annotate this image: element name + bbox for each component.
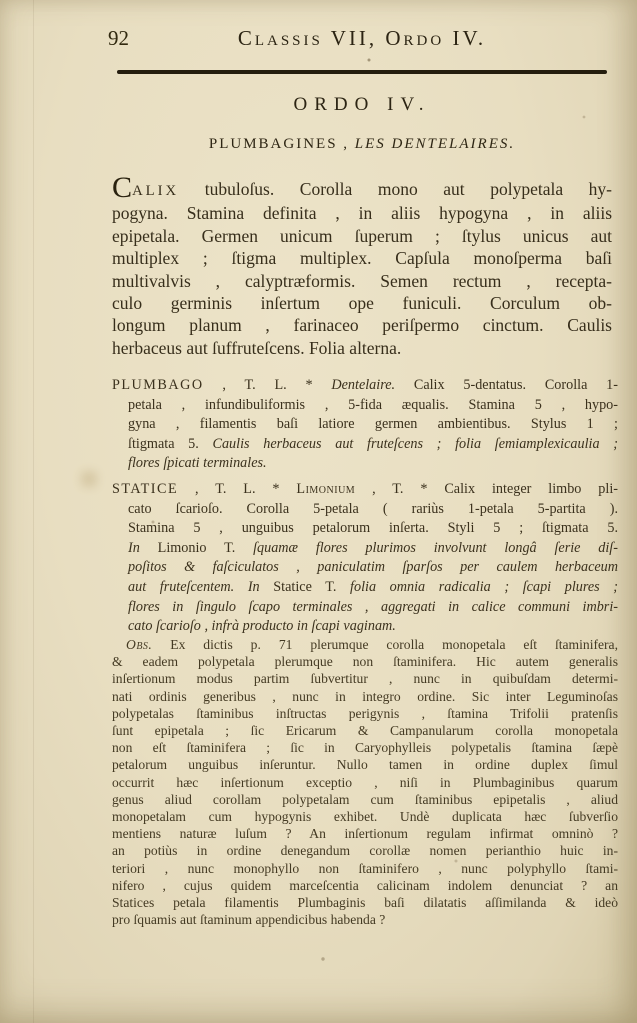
text-segment: Ex dictis p. 71 plerumque corolla monopetala eſt ſtaminifera,: [152, 637, 618, 652]
text-line: [112, 705, 618, 722]
text-segment: cato ſcarioſo , infrà producto in ſcapi vaginam.: [128, 618, 396, 635]
text-segment: Caulis herbaceus aut fruteſcens ; folia ſemiamplexicaulia ;: [212, 435, 618, 452]
text-segment: flores ſpicati terminales.: [128, 455, 267, 472]
text-segment: aut fruteſcentem. In: [128, 578, 260, 595]
text-line: [112, 774, 618, 791]
observation-paragraph: [112, 636, 618, 928]
text-segment: Calix 5-dentatus. Corolla 1-: [395, 377, 618, 393]
text-line: [112, 722, 618, 739]
text-segment: mentiens naturæ luſum ? An inſertionum regulam infirmat omninò ?: [112, 826, 618, 842]
paper-crease: [33, 0, 34, 1023]
text-segment: Stamina 5 , unguibus petalorum inſerta. Styli 5 ; ſtigmata 5.: [128, 520, 618, 537]
text-segment: multivalvis , calyptræformis. Semen rectum , recepta-: [112, 270, 612, 291]
text-line: [112, 314, 612, 336]
text-line: [112, 500, 618, 520]
text-segment: & eadem polypetala plerumque non ſtaminifera. Hic autem generalis: [112, 654, 618, 670]
text-segment: petalorum unguibus inſeruntur. Nullo tamen in ordine duplex ſimul: [112, 757, 618, 773]
text-line: [112, 653, 618, 670]
text-line: [112, 825, 618, 842]
text-segment: non eſt ſtaminifera ; ſic in Caryophylleis polypetalis ſtamina ſæpè: [112, 740, 618, 756]
text-segment: flores in ſingulo ſcapo terminales , aggregati in calice communi imbri-: [128, 598, 618, 615]
text-segment: ſtigmata 5.: [128, 435, 213, 452]
text-line: [112, 598, 618, 618]
paper-specks: [0, 0, 2, 2]
text-segment: herbaceus aut ſuffruteſcens. Folia alterna.: [112, 337, 402, 358]
text-segment: petala , infundibuliformis , 5-fida æqualis. Stamina 5 , hypo-: [128, 396, 618, 413]
text-segment: nati ordinis generibus , nunc in integro ordine. Sic inter Leguminoſas: [112, 688, 618, 704]
calix-paragraph: [112, 169, 612, 359]
text-line: [112, 202, 612, 224]
text-segment: Obs.: [126, 637, 153, 652]
text-segment: longum planum , farinaceo periſpermo cinctum. Caulis: [112, 315, 612, 336]
text-line: [112, 225, 612, 247]
text-segment: Limonio T.: [139, 539, 254, 556]
text-line: [112, 454, 618, 474]
text-line: [112, 860, 618, 877]
text-line: [112, 247, 612, 269]
text-line: [112, 578, 618, 598]
text-segment: ſquamæ flores plurimos involvunt longâ ſerie diſ-: [253, 539, 618, 556]
text-line: [112, 292, 612, 314]
text-segment: multiplex ; ſtigma multiplex. Capſula monoſperma baſi: [112, 248, 612, 269]
text-segment: pro ſquamis aut ſtaminum appendicibus habenda ?: [112, 912, 386, 928]
text-line: [112, 480, 618, 500]
text-line: [112, 337, 612, 359]
text-line: [112, 376, 618, 396]
text-segment: , T. L. *: [203, 377, 332, 393]
text-line: [112, 539, 618, 559]
statice-paragraph: [112, 480, 618, 637]
text-segment: poſitos & faſciculatos , paniculatim ſparſos per caulem herbaceum: [128, 559, 618, 576]
text-segment: an potiùs in ordine denegandum corollæ nomen perianthio huic in-: [112, 843, 618, 859]
text-segment: C: [112, 169, 133, 204]
text-segment: ſunt epipetala ; ſic Ericarum & Campanularum corolla monopetala: [112, 723, 618, 739]
text-line: [112, 688, 618, 705]
text-segment: PLUMBAGO: [112, 377, 204, 393]
horizontal-rule: [117, 70, 607, 74]
text-segment: folia omnia radicalia ; ſcapi plures ;: [350, 578, 619, 595]
subtitle-roman: PLUMBAGINES ,: [208, 136, 350, 152]
text-segment: gyna , filamentis baſi latiore germen ambientibus. Stylus 1 ;: [128, 416, 618, 433]
text-line: [112, 636, 618, 653]
text-segment: monopetalam cum hypogynis exhibet. Undè duplicata hæc ſubverſio: [112, 809, 618, 825]
text-line: [112, 169, 612, 204]
text-line: [112, 435, 618, 455]
text-line: [112, 270, 612, 292]
text-segment: genus aliud corollam polypetalam cum ſtaminibus epipetalis , aliud: [112, 791, 618, 807]
text-line: [112, 808, 618, 825]
subtitle-italic: LES DENTELAIRES.: [349, 136, 516, 152]
text-line: [112, 558, 618, 578]
plumbago-paragraph: [112, 376, 618, 474]
text-segment: , T. L. *: [178, 481, 297, 497]
text-segment: culo germinis inſertum ope funiculi. Corculum ob-: [112, 293, 612, 314]
text-segment: , T. * Calix integer limbo pli-: [355, 481, 618, 497]
text-line: [112, 519, 618, 539]
page-number: 92: [108, 26, 129, 50]
running-header: Classis VII, Ordo IV.: [237, 26, 487, 50]
text-line: [112, 415, 618, 435]
text-line: [112, 670, 618, 687]
text-segment: inſertionum modus partim ſubvertitur , nunc in quibuſdam determi-: [112, 671, 618, 687]
text-segment: teriori , nunc monophyllo non ſtaminifero , nunc polyphyllo ſtami-: [112, 860, 618, 876]
text-segment: tubuloſus. Corolla mono aut polypetala hy-: [179, 179, 612, 199]
text-line: [112, 791, 618, 808]
text-segment: nifero , cujus quidem marceſcentia calicinam indolem denunciat ? an: [112, 877, 618, 893]
text-segment: polypetalas ſtaminibus inſtructas perigynis , ſtamina Trifolii pratenſis: [112, 705, 618, 721]
text-segment: Dentelaire.: [331, 377, 396, 393]
section-subtitle: [106, 136, 618, 153]
text-line: [112, 739, 618, 756]
text-segment: Statice T.: [259, 578, 351, 595]
text-segment: cato ſcarioſo. Corolla 5-petala ( rariùs 1-petala 5-partita ).: [128, 500, 618, 517]
text-segment: In: [128, 539, 140, 556]
text-segment: ALIX: [132, 183, 180, 199]
text-line: [112, 877, 618, 894]
text-line: [112, 894, 618, 911]
text-segment: Limonium: [296, 481, 356, 497]
text-segment: epipetala. Germen unicum ſuperum ; ſtylus unicus aut: [112, 225, 612, 246]
page-header: [0, 26, 637, 52]
text-segment: Statices petala filamentis Plumbaginis baſi dilatatis aſſimilanda & ideò: [112, 895, 618, 911]
text-line: [112, 617, 618, 637]
section-title: ORDO IV.: [293, 94, 431, 115]
text-segment: occurrit hæc inſertionum exceptio , niſi in Plumbaginibus quarum: [112, 774, 618, 790]
text-line: [112, 396, 618, 416]
text-line: [112, 842, 618, 859]
text-line: [112, 911, 618, 928]
text-segment: pogyna. Stamina definita , in aliis hypogyna , in aliis: [112, 203, 612, 224]
text-line: [112, 756, 618, 773]
text-segment: STATICE: [112, 481, 179, 497]
